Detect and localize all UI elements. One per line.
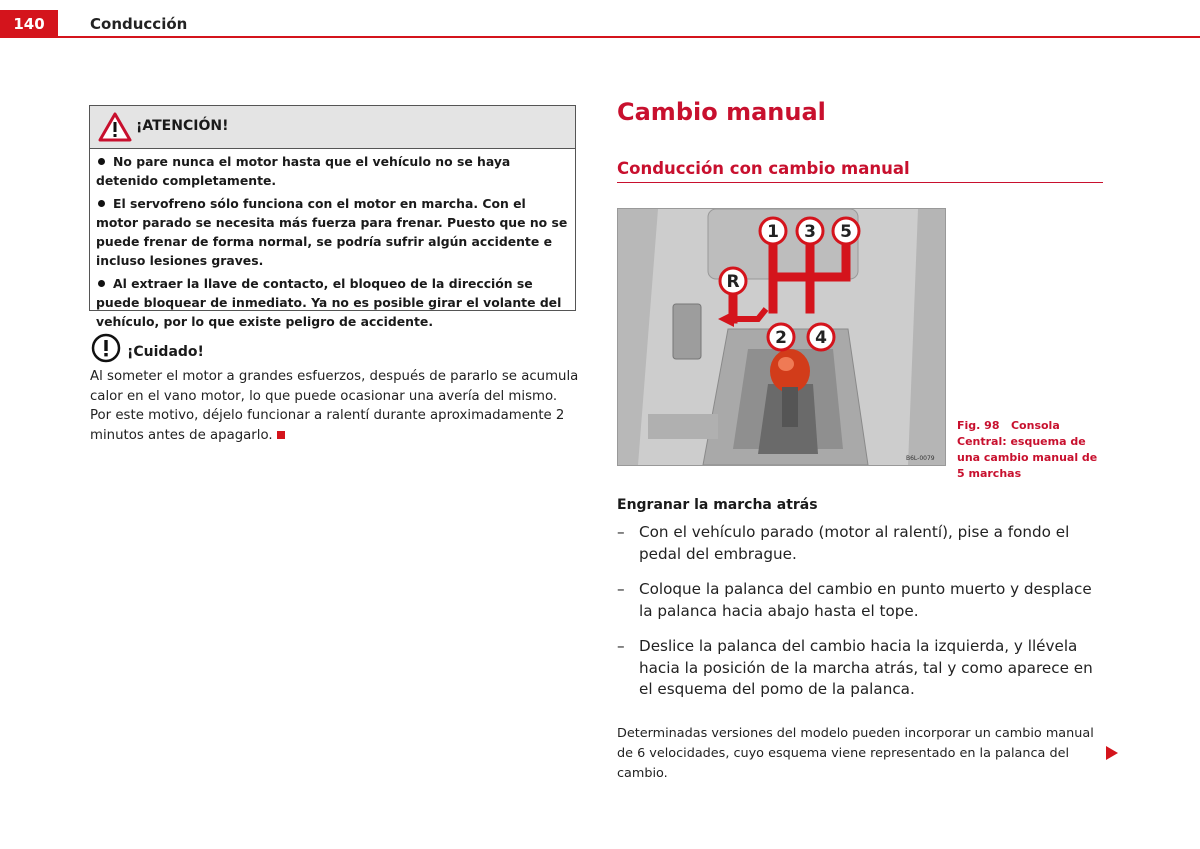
exclamation-circle-icon (91, 333, 121, 363)
gear-label: 2 (775, 328, 787, 348)
steps-list (617, 522, 1107, 715)
bullet-icon (98, 280, 105, 287)
bullet-icon (98, 158, 105, 165)
warning-header (90, 106, 575, 149)
caution-text: Al someter el motor a grandes esfuerzos, después de pararlo se acumula calor en el vano motor, lo que puede ocasionar una avería del mismo. Por este motivo, déjelo funcionar a ralentí durante aproximadamente 2 minutos antes de apagarlo. (90, 369, 579, 443)
warning-triangle-icon (98, 112, 132, 142)
section-heading: Conducción (90, 15, 188, 33)
list-item: – Deslice la palanca del cambio hacia la izquierda, y llévela hacia la posición de la marcha atrás, tal y como aparece en el esquema del pomo de la palanca. (617, 637, 1093, 698)
figure-code: B6L-0079 (906, 455, 935, 462)
figure-caption: Fig. 98 Consola Central: esquema de una cambio manual de 5 marchas (957, 419, 1098, 480)
gear-label: 3 (804, 222, 816, 242)
gearshift-figure (617, 208, 946, 466)
reverse-heading: Engranar la marcha atrás (617, 497, 818, 513)
continue-arrow-icon (1106, 746, 1118, 760)
bullet-icon (98, 200, 105, 207)
list-item: – Con el vehículo parado (motor al ralentí), pise a fondo el pedal del embrague. (617, 523, 1070, 563)
warning-item: Al extraer la llave de contacto, el bloqueo de la dirección se puede bloquear de inmediato. Ya no es posible girar el volante del vehículo, por lo que existe peligro de accidente. (96, 276, 562, 329)
warning-item: El servofreno sólo funciona con el motor en marcha. Con el motor parado se necesita más fuerza para frenar. Puesto que no se puede frenar de forma normal, se podría sufrir algún accidente e incluso lesiones graves. (96, 196, 568, 268)
list-item: – Coloque la palanca del cambio en punto muerto y desplace la palanca hacia abajo hasta el tope. (617, 580, 1092, 620)
caution-title: ¡Cuidado! (127, 344, 204, 360)
note-text: Determinadas versiones del modelo pueden incorporar un cambio manual de 6 velocidades, cuyo esquema viene representado en la palanca del cambio. (617, 726, 1094, 781)
gearshift-illustration (618, 209, 945, 465)
subtitle-rule (617, 182, 1103, 183)
gear-label: R (726, 272, 740, 292)
gear-label: 1 (767, 222, 779, 242)
gear-label: 5 (840, 222, 852, 242)
end-mark-icon (277, 431, 285, 439)
page-number: 140 (0, 10, 58, 38)
warning-title: ¡ATENCIÓN! (136, 118, 229, 134)
subtitle: Conducción con cambio manual (617, 159, 910, 178)
warning-box (89, 105, 576, 329)
warning-item: No pare nunca el motor hasta que el vehículo no se haya detenido completamente. (96, 154, 511, 188)
gear-label: 4 (815, 328, 827, 348)
main-title: Cambio manual (617, 98, 826, 126)
header-rule (58, 36, 1200, 38)
